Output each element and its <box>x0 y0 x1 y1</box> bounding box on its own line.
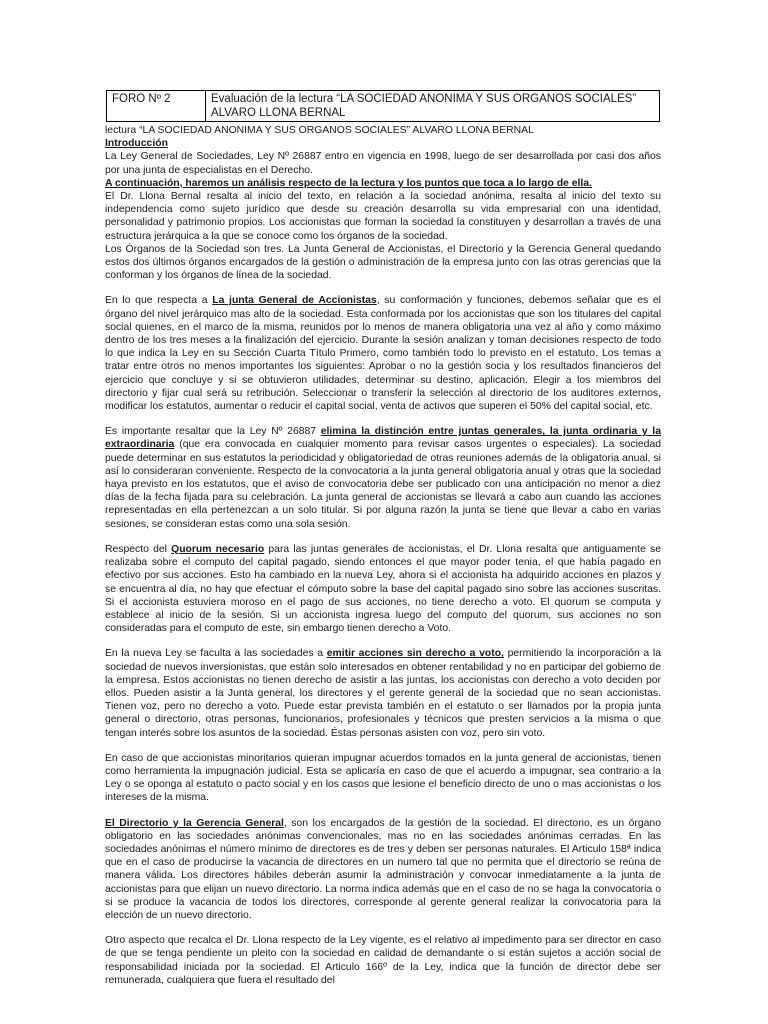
paragraph-7-emphasis: emitir acciones sin derecho a voto, <box>326 648 504 660</box>
paragraph-2: El Dr. Llona Bernal resalta al inicio del texto, en relación a la sociedad anónima, resalta al inicio del texto su independencia como sujeto jurídico que desde su creación desarrolla su vida empresarial con una identidad, personalidad y patrimonio propios. Los accionistas que forman la sociedad la constituyen y desarrollan a través de una estructura jerárquica a la que se conoce como los órganos de la sociedad. <box>105 191 661 242</box>
paragraph-9 <box>105 817 661 923</box>
reading-line: lectura “LA SOCIEDAD ANONIMA Y SUS ORGANOS SOCIALES” ALVARO LLONA BERNAL <box>105 125 534 136</box>
paragraph-10: Otro aspecto que recalca el Dr. Llona respecto de la Ley vigente, es el relativo al impedimento para ser director en caso de que se tenga pendiente un pleito con la sociedad en calidad de demandante o si están sujetos a acción social de responsabilidad iniciada por la sociedad. El Articulo 166º de la Ley, indica que la función de director debe ser remunerada, cualquiera que fuera el resultado del <box>105 935 661 986</box>
paragraph-7 <box>105 647 661 739</box>
paragraph-4 <box>105 294 661 413</box>
paragraph-8: En caso de que accionistas minoritarios quieran impugnar acuerdos tomados en la junta general de accionistas, tienen como herramienta la impugnación judicial. Esta se aplicaría en caso de que el acuerdo a impugnar, sea contrario a la Ley o se oponga al estatuto o pacto social y en los casos que lesione el beneficio directo de uno o mas accionistas o los intereses de la misma. <box>105 752 661 804</box>
paragraph-6-lead: Respecto del <box>105 543 172 555</box>
header-table <box>106 90 660 122</box>
paragraph-4-emphasis: La junta General de Accionistas <box>212 295 377 307</box>
evaluation-title: Evaluación de la lectura “LA SOCIEDAD ANONIMA Y SUS ORGANOS SOCIALES” ALVARO LLONA BERNAL <box>206 91 660 122</box>
paragraph-1: La Ley General de Sociedades, Ley Nº 26887 entro en vigencia en 1998, luego de ser desarrollada por casi dos años por una junta de especialistas en el Derecho. <box>105 151 661 176</box>
paragraph-5-lead: Es importante resaltar que la Ley Nº 26887 <box>105 426 321 438</box>
paragraph-9-emphasis: El Directorio y la Gerencia General <box>105 817 284 829</box>
paragraph-6-emphasis: Quorum necesario <box>171 543 265 555</box>
paragraph-3: Los Órganos de la Sociedad son tres. La Junta General de Accionistas, el Directorio y la Gerencia General quedando estos dos últimos órganos encargados de la gestión o administración de la empresa junto con las otras gerencias que la conforman y los órganos de línea de la sociedad. <box>105 243 661 282</box>
forum-label: FORO Nº 2 <box>107 91 206 122</box>
paragraph-4-body: , su conformación y funciones, debemos señalar que es el órgano del nivel jerárquico mas alto de la sociedad. Esta conformada por los accionistas que son los titulares del capital social quienes, en el marco de la misma, reunidos por lo menos de manera obligatoria una vez al año y como máximo dentro de los tres meses a la finalización del ejercicio. Durante la sesión analizan y toman decisiones respecto de todo lo que indica la Ley en su Sección Cuarta Título Primero, como también todo lo previsto en el estatuto. Los temas a tratar entre otros no menos importantes los siguientes: Aprobar o no la gestión socia y los resultados financieros del ejercicio que concluye y si se obtuvieron utilidades, determinar su destino, aplicación. Elegir a los miembros del directorio y fijar cual será su retribución. Seleccionar o transferir la selección al directorio de los auditores externos, modificar los estatutos, aumentar o reducir el capital social, venta de activos que superen el 50% del capital social, etc. <box>105 295 661 413</box>
paragraph-7-body: permitiendo la incorporación a la sociedad de nuevos inversionistas, que están solo interesados en obtener rentabilidad y no en participar del gobierno de la empresa. Estos accionistas no tienen derecho de asistir a las juntas, los accionistas con derecho a voto deciden por ellos. Pueden asistir a la Junta general, los directores y el gerente general de la sociedad que no sean accionistas. Tienen voz, pero no derecho a voto. Puede estar prevista también en el estatuto o ser llamados por la propia junta general o directorio, otras personas, funcionarios, profesionales y técnicos que presten servicios a la misma o que tengan interés sobre los asuntos de la sociedad. Éstas personas asisten con voz, pero sin voto. <box>105 648 661 739</box>
analysis-heading: A continuación, haremos un análisis respecto de la lectura y los puntos que toca a lo largo de ella. <box>105 177 592 189</box>
paragraph-5-body: (que era convocada en cualquier momento para revisar casos urgentes o especiales). La sociedad puede determinar en sus estatutos la periodicidad y obligatoriedad de otras reuniones además de la obligatoria anual, si así lo consideraran conveniente. Respecto de la convocatoria a la junta general obligatoria anual y otras que la sociedad haya previsto en los estatutos, que el aviso de convocatoria debe ser publicado con una anticipación no menor a diez días de la fecha fijada para su celebración. La junta general de accionistas se llevará a cabo aun cuando las acciones representadas en ella pertenezcan a un solo titular. Si por alguna razón la junta se tiene que llevar a cabo en varias sesiones, se consideran estas como una sola sesión. <box>105 439 661 530</box>
paragraph-5 <box>105 425 661 531</box>
paragraph-4-lead: En lo que respecta a <box>105 295 213 307</box>
paragraph-5-emphasis: elimina la distinción entre juntas generales, la junta ordinaria y la extraordinaria <box>105 426 661 451</box>
paragraph-7-lead: En la nueva Ley se faculta a las sociedades a <box>105 648 327 660</box>
intro-heading: Introducción <box>105 138 168 150</box>
paragraph-6-body: para las juntas generales de accionistas, el Dr. Llona resalta que antiguamente se realizaba sobre el computo del capital pagado, siendo entonces el que mayor poder tenia, el que había pagado en efectivo por sus acciones. Esto ha cambiado en la nueva Ley, ahora si el accionista ha adquirido acciones en plazos y se encuentra al día, no hay que efectuar el cómputo sobre la base del capital pagado sino sobre las acciones suscritas. Si el accionista estuviera moroso en el pago de sus acciones, no tiene derecho a voto. El quorum se computa y establece al inicio de la sesión. Si un accionista ingresa luego del computo del quorum, sus acciones no son consideradas para el computo de este, sin embargo tienen derecho a Voto. <box>105 543 661 635</box>
paragraph-6 <box>105 543 661 635</box>
paragraph-9-body: , son los encargados de la gestión de la sociedad. El directorio, es un órgano obligatorio en las sociedades anónimas convencionales, mas no en las sociedades anónimas cerradas. En las sociedades anónimas el número mínimo de directores es de tres y deben ser personas naturales. El Articulo 158ª indica que en el caso de producirse la vacancia de directores en un numero tal que no permita que el directorio se reúna de manera válida. Los directores hábiles deberán asumir la administración y convocar inmediatamente a la junta de accionistas para que elijan un nuevo directorio. La norma indica además que en el caso de no se haga la convocatoria o si se produce la vacancia de todos los directores, corresponde al gerente general realizar la convocatoria para la elección de un nuevo directorio. <box>105 817 661 921</box>
document-body <box>105 124 661 987</box>
